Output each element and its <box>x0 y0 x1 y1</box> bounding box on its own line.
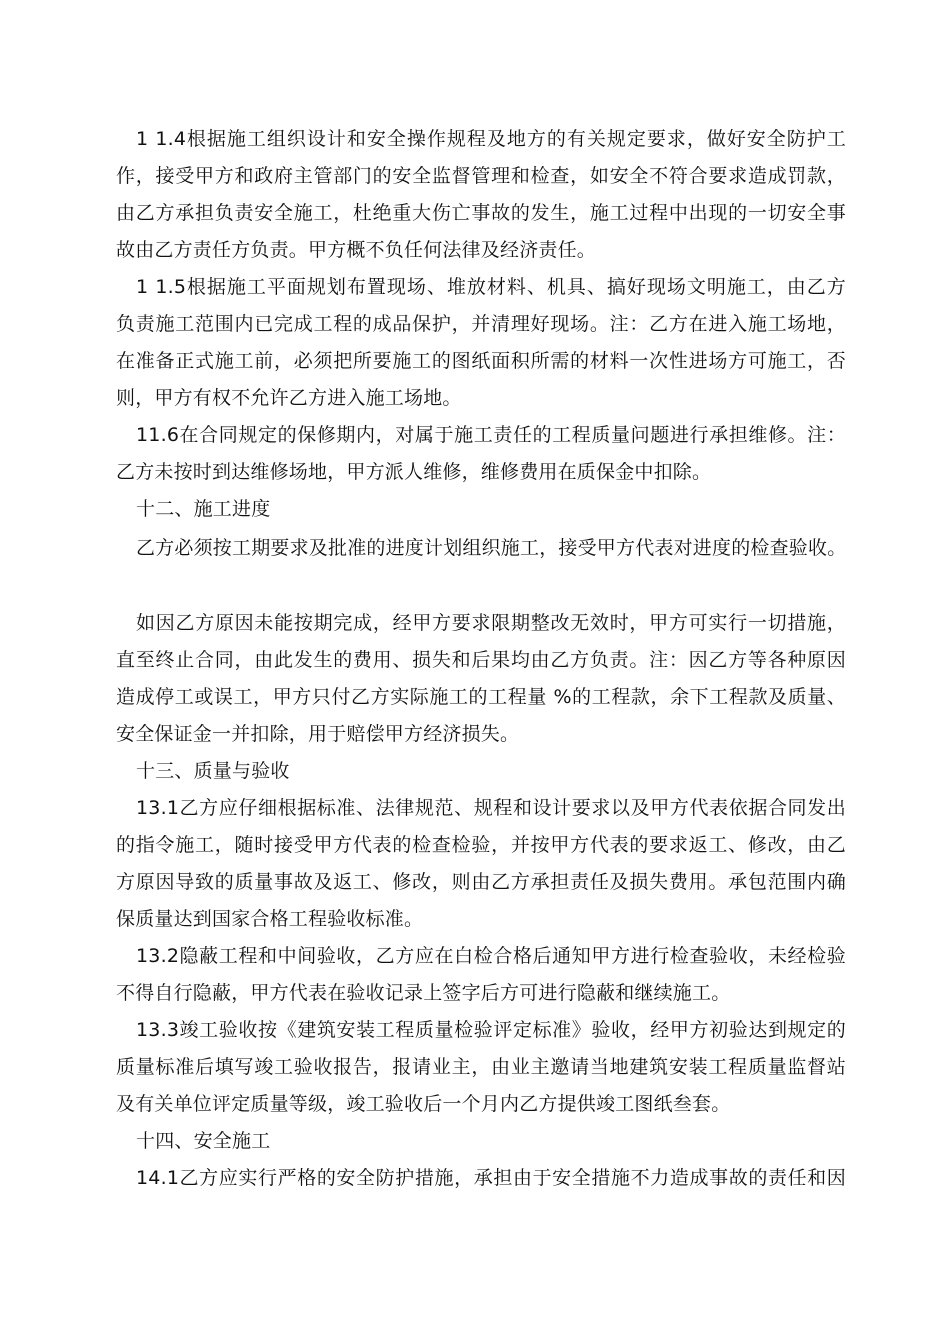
text-line: 不得自行隐蔽，甲方代表在验收记录上签字后方可进行隐蔽和继续施工。 <box>116 982 731 1004</box>
text-line: 及有关单位评定质量等级，竣工验收后一个月内乙方提供竣工图纸叁套。 <box>116 1093 731 1115</box>
text-line: 则，甲方有权不允许乙方进入施工场地。 <box>116 387 462 409</box>
text-line: 造成停工或误工，甲方只付乙方实际施工的工程量 %的工程款，余下工程款及质量、 <box>116 686 846 708</box>
text-line: 故由乙方责任方负责。甲方概不负任何法律及经济责任。 <box>116 239 597 261</box>
text-line: 13.2隐蔽工程和中间验收，乙方应在白检合格后通知甲方进行检查验收，未经检验 <box>136 945 846 967</box>
section-heading: 十三、质量与验收 <box>136 760 290 782</box>
text-line: 乙方未按时到达维修场地，甲方派人维修，维修费用在质保金中扣除。 <box>116 461 712 483</box>
text-line: 保质量达到国家合格工程验收标准。 <box>116 908 424 930</box>
text-line: 1 1.5根据施工平面规划布置现场、堆放材料、机具、搞好现场文明施工，由乙方 <box>136 276 846 298</box>
text-line: 负责施工范围内已完成工程的成品保护，并清理好现场。注：乙方在进入施工场地， <box>116 313 846 335</box>
text-line: 作，接受甲方和政府主管部门的安全监督管理和检查，如安全不符合要求造成罚款， <box>116 165 846 187</box>
section-heading: 十二、施工进度 <box>136 498 271 520</box>
section-heading: 十四、安全施工 <box>136 1130 271 1152</box>
text-line: 14.1乙方应实行严格的安全防护措施，承担由于安全措施不力造成事故的责任和因 <box>136 1167 846 1189</box>
text-line: 如因乙方原因未能按期完成，经甲方要求限期整改无效时，甲方可实行一切措施， <box>136 612 846 634</box>
text-line: 直至终止合同，由此发生的费用、损失和后果均由乙方负责。注：因乙方等各种原因 <box>116 649 846 671</box>
text-line: 由乙方承担负责安全施工，杜绝重大伤亡事故的发生，施工过程中出现的一切安全事 <box>116 202 846 224</box>
text-line: 质量标准后填写竣工验收报告，报请业主，由业主邀请当地建筑安装工程质量监督站 <box>116 1056 846 1078</box>
text-line: 1 1.4根据施工组织设计和安全操作规程及地方的有关规定要求，做好安全防护工 <box>136 128 846 150</box>
text-line: 乙方必须按工期要求及批准的进度计划组织施工，接受甲方代表对进度的检查验收。 <box>136 537 847 559</box>
text-line: 在准备正式施工前，必须把所要施工的图纸面积所需的材料一次性进场方可施工，否 <box>116 350 846 372</box>
text-line: 方原因导致的质量事故及返工、修改，则由乙方承担责任及损失费用。承包范围内确 <box>116 871 846 893</box>
text-line: 11.6在合同规定的保修期内，对属于施工责任的工程质量问题进行承担维修。注： <box>136 424 846 446</box>
text-line: 13.1乙方应仔细根据标准、法律规范、规程和设计要求以及甲方代表依据合同发出 <box>136 797 846 819</box>
text-line: 的指令施工，随时接受甲方代表的检查检验，并按甲方代表的要求返工、修改，由乙 <box>116 834 846 856</box>
text-line: 安全保证金一并扣除，用于赔偿甲方经济损失。 <box>116 723 520 745</box>
text-line: 13.3竣工验收按《建筑安装工程质量检验评定标准》验收，经甲方初验达到规定的 <box>136 1019 846 1041</box>
